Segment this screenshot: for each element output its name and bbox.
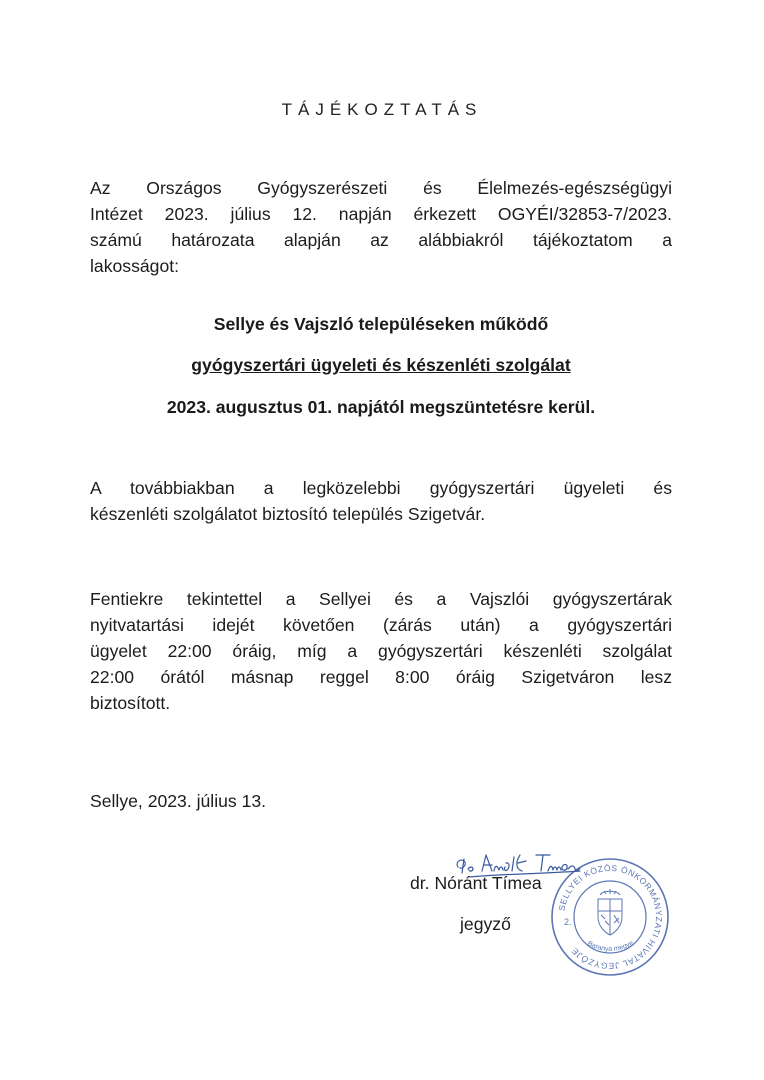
intro-line-1: Az Országos Gyógyszerészeti és Élelmezés-egészségügyi [90, 178, 672, 198]
stamp-bottom-text: Baranya megye [586, 939, 635, 954]
date-line: Sellye, 2023. július 13. [90, 791, 267, 811]
schedule-line-4: 22:00 órától másnap reggel 8:00 óráig Szigetváron lesz [90, 667, 672, 687]
stamp-number: 2. [564, 917, 572, 927]
intro-paragraph [90, 175, 672, 279]
coat-of-arms-icon [598, 889, 622, 935]
intro-line-3: számú határozata alapján az alábbiakról tájékoztatom a [90, 230, 672, 250]
alternative-paragraph [90, 475, 672, 527]
schedule-paragraph [90, 586, 672, 716]
schedule-line-3: ügyelet 22:00 óráig, míg a gyógyszertári készenléti szolgálat [90, 641, 672, 661]
schedule-line-5: biztosított. [90, 693, 171, 713]
document-title: TÁJÉKOZTATÁS [281, 100, 483, 119]
signer-name: dr. Nóránt Tímea [410, 873, 542, 893]
highlight-line-2: gyógyszertári ügyeleti és készenléti szolgálat [191, 355, 571, 375]
schedule-line-2: nyitvatartási idejét követően (zárás után) a gyógyszertári [90, 615, 672, 635]
intro-line-2: Intézet 2023. július 12. napján érkezett OGYÉI/32853-7/2023. [90, 204, 672, 224]
schedule-line-1: Fentiekre tekintettel a Sellyei és a Vajszlói gyógyszertárak [90, 589, 672, 609]
highlight-line-3: 2023. augusztus 01. napjától megszüntetésre kerül. [166, 397, 596, 417]
svg-text:Baranya megye [586, 940, 635, 953]
intro-line-4: lakosságot: [90, 256, 179, 276]
alternative-line-2: készenléti szolgálatot biztosító település Szigetvár. [90, 504, 486, 524]
highlight-line-1: Sellye és Vajszló településeken működő [213, 314, 549, 334]
stamp-ring-text: SELLYEI KÖZÖS ÖNKORMÁNYZATI HIVATAL JEGYZŐJE [556, 862, 665, 972]
signer-role: jegyző [460, 914, 511, 934]
official-stamp [548, 855, 672, 979]
alternative-line-1: A továbbiakban a legközelebbi gyógyszertári ügyeleti és [90, 478, 672, 498]
